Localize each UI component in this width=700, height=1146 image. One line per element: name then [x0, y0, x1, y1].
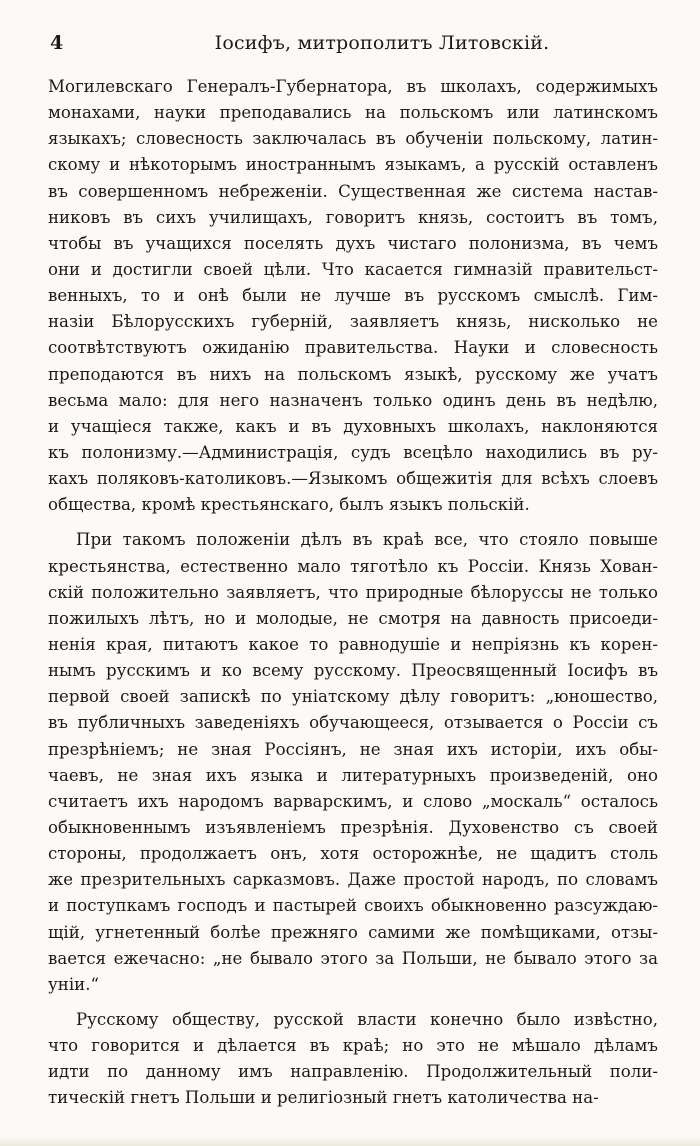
text-line: пожилыхъ лѣтъ, но и молодые, не смотря на давность присоеди- — [48, 608, 658, 628]
text-line: щій, угнетенный болѣе прежняго самими же помѣщиками, отзы- — [48, 922, 658, 942]
paragraph — [48, 74, 658, 518]
text-line: же презрительныхъ сарказмовъ. Даже простой народъ, по словамъ — [48, 870, 658, 890]
text-line: общества, кромѣ крестьянскаго, былъ языкъ польскій. — [48, 495, 530, 515]
text-line: скому и нѣкоторымъ иностраннымъ языкамъ, а русскій оставленъ — [48, 155, 658, 175]
page-number: 4 — [50, 32, 64, 54]
text-line: Русскому обществу, русской власти конечно было извѣстно, — [76, 1009, 658, 1029]
text-line: обыкновеннымъ изъявленіемъ презрѣнія. Духовенство съ своей — [48, 817, 658, 837]
text-line: идти по данному имъ направленію. Продолжительный поли- — [48, 1062, 658, 1082]
text-line: При такомъ положеніи дѣлъ въ краѣ все, что стояло повыше — [76, 530, 658, 550]
text-line: тическій гнетъ Польши и религіозный гнетъ католичества на- — [48, 1088, 599, 1108]
text-line: крестьянства, естественно мало тяготѣло къ Россіи. Князь Хован- — [48, 556, 658, 576]
text-line: монахами, науки преподавались на польскомъ или латинскомъ — [48, 103, 658, 123]
paragraph — [48, 527, 658, 998]
text-line: весьма мало: для него назначенъ только одинъ день въ недѣлю, — [48, 390, 658, 410]
text-line: соотвѣтствуютъ ожиданію правительства. Науки и словесность — [48, 338, 658, 358]
text-line: венныхъ, то и онѣ были не лучше въ русскомъ смыслѣ. Гим- — [48, 286, 658, 306]
text-line: они и достигли своей цѣли. Что касается гимназій правительст- — [48, 259, 658, 279]
text-line: въ публичныхъ заведеніяхъ обучающееся, отзывается о Россіи съ — [48, 713, 658, 733]
text-line: что говорится и дѣлается въ краѣ; но это не мѣшало дѣламъ — [48, 1036, 658, 1056]
text-line: чаевъ, не зная ихъ языка и литературныхъ произведеній, оно — [48, 765, 658, 785]
page-bottom-edge — [0, 1136, 700, 1146]
text-line: вается ежечасно: „не бывало этого за Польши, не бывало этого за — [48, 948, 658, 968]
text-line: стороны, продолжаетъ онъ, хотя осторожнѣе, не щадитъ столь — [48, 844, 658, 864]
text-line: Могилевскаго Генералъ-Губернатора, въ школахъ, содержимыхъ — [48, 77, 658, 96]
text-line: первой своей запискѣ по уніатскому дѣлу говоритъ: „юношество, — [48, 687, 658, 707]
text-line: уніи.“ — [48, 974, 99, 994]
text-line: назіи Бѣлорусскихъ губерній, заявляетъ князь, нисколько не — [48, 312, 658, 332]
text-line: и поступкамъ господъ и пастырей своихъ обыкновенно разсуждаю- — [48, 896, 658, 916]
text-line: въ совершенномъ небреженіи. Существенная же система настав- — [48, 181, 658, 201]
text-line: языкахъ; словесность заключалась въ обученіи польскому, латин- — [48, 129, 658, 149]
text-line: и учащіеся также, какъ и въ духовныхъ школахъ, наклоняются — [48, 416, 658, 436]
text-line: къ полонизму.—Администрація, судъ всецѣло находились въ ру- — [48, 442, 658, 462]
text-line: нымъ русскимъ и ко всему русскому. Преосвященный Іосифъ въ — [48, 661, 658, 681]
paragraph — [48, 1007, 658, 1112]
page-body — [48, 74, 658, 1120]
text-line: считаетъ ихъ народомъ варварскимъ, и слово „москаль“ осталось — [48, 791, 658, 811]
text-line: преподаются въ нихъ на польскомъ языкѣ, русскому же учатъ — [48, 364, 658, 384]
text-line: кахъ поляковъ-католиковъ.—Языкомъ общежитія для всѣхъ слоевъ — [48, 469, 658, 489]
text-line: презрѣніемъ; не зная Россіянъ, не зная ихъ исторіи, ихъ обы- — [48, 739, 658, 759]
text-line: никовъ въ сихъ училищахъ, говоритъ князь, состоитъ въ томъ, — [48, 207, 658, 227]
text-line: ненія края, питаютъ какое то равнодушіе и непріязнь къ корен- — [48, 634, 658, 654]
page-header — [50, 32, 660, 58]
running-title: Іосифъ, митрополитъ Литовскій. — [214, 32, 550, 54]
text-line: скій положительно заявляетъ, что природные бѣлоруссы не только — [48, 582, 658, 602]
text-line: чтобы въ учащихся поселять духъ чистаго полонизма, въ чемъ — [48, 233, 658, 253]
